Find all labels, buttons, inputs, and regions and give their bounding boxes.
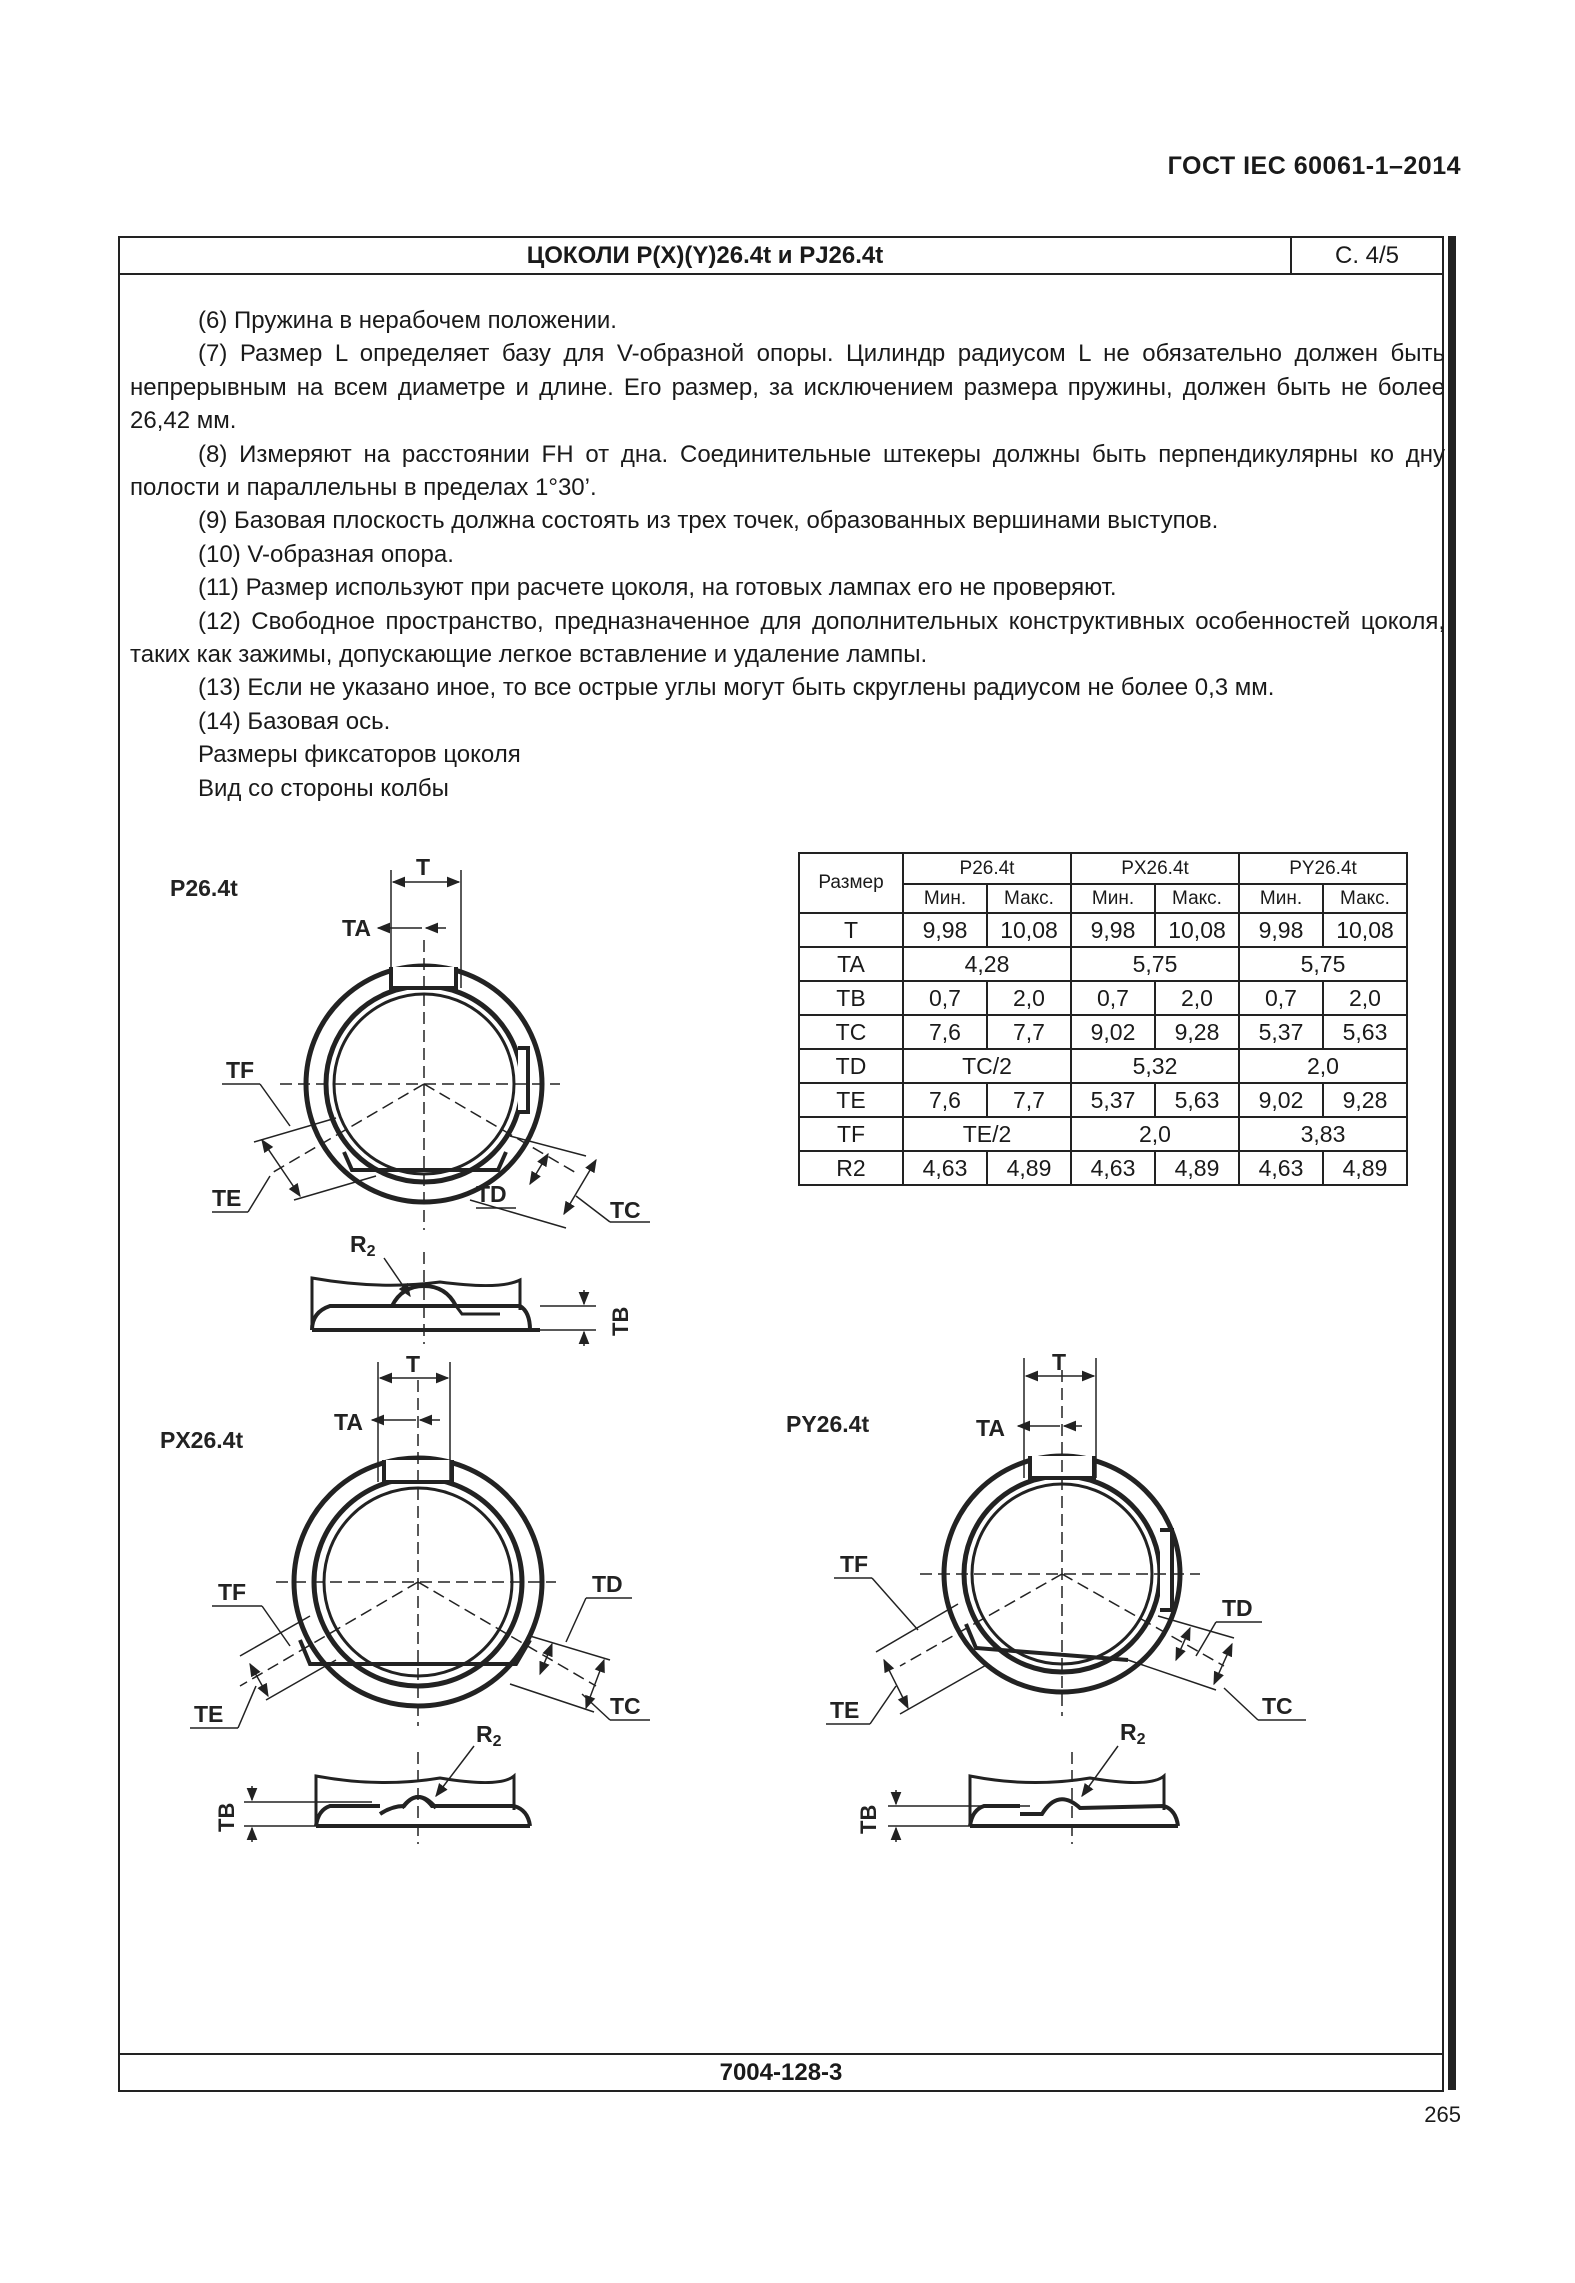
- notes: [130, 304, 1445, 805]
- note-12: (12) Свободное пространство, предназначенное для дополнительных конструктивных особенностей цоколя, таких как зажимы, допускающие легкое вставление и удаление лампы.: [130, 607, 1445, 669]
- table-cell: 4,63: [1239, 1151, 1323, 1185]
- table-row: [799, 1117, 1407, 1151]
- row-label: TC: [799, 1015, 903, 1049]
- dim-label-r2: R2: [476, 1721, 502, 1750]
- table-cell: 4,63: [903, 1151, 987, 1185]
- dim-label-t: T: [416, 854, 431, 880]
- note-13: (13) Если не указано иное, то все острые углы могут быть скруглены радиусом не более 0,3 мм.: [198, 674, 1275, 702]
- table-sub-header: Макс.: [987, 884, 1071, 913]
- table-sub-header: Макс.: [1155, 884, 1239, 913]
- table-corner: Размер: [799, 853, 903, 913]
- dim-label-ta: TA: [334, 1409, 363, 1435]
- table-cell: 3,83: [1239, 1117, 1407, 1151]
- table-group-header: P26.4t: [903, 853, 1071, 884]
- table-cell: 7,6: [903, 1083, 987, 1117]
- dim-label-tf: TF: [218, 1579, 247, 1605]
- table-cell: 7,7: [987, 1015, 1071, 1049]
- note-7: (7) Размер L определяет базу для V-образной опоры. Цилиндр радиусом L не обязательно должен быть непрерывным на всем диаметре и длине. Его размер, за исключением размера пружины, должен быть не более 26,42 мм.: [130, 340, 1445, 435]
- row-label: R2: [799, 1151, 903, 1185]
- table-row: [799, 913, 1407, 947]
- table-sub-header: Мин.: [903, 884, 987, 913]
- table-cell: 2,0: [1155, 981, 1239, 1015]
- table-row: [799, 1049, 1407, 1083]
- sheet-title-row: [120, 238, 1442, 275]
- table-cell: 9,98: [903, 913, 987, 947]
- table-group-header: PX26.4t: [1071, 853, 1239, 884]
- row-label: TA: [799, 947, 903, 981]
- note-6: (6) Пружина в нерабочем положении.: [198, 307, 617, 334]
- table-cell: 5,37: [1071, 1083, 1155, 1117]
- drawing-label-px26: PX26.4t: [160, 1427, 244, 1453]
- table-cell: 5,37: [1239, 1015, 1323, 1049]
- table-row: [799, 947, 1407, 981]
- table-cell: 5,63: [1155, 1083, 1239, 1117]
- dim-label-td: TD: [1222, 1595, 1253, 1621]
- table-row: [799, 1083, 1407, 1117]
- dim-label-te: TE: [212, 1185, 242, 1211]
- table-cell: 4,28: [903, 947, 1071, 981]
- standard-code: ГОСТ IEC 60061-1–2014: [1167, 152, 1461, 180]
- sheet-page: С. 4/5: [1334, 242, 1400, 269]
- dim-label-td: TD: [592, 1571, 623, 1597]
- table-cell: 5,75: [1239, 947, 1407, 981]
- table-sub-header: Мин.: [1071, 884, 1155, 913]
- sheet-code: 7004-128-3: [120, 2053, 1442, 2090]
- sheet-title: ЦОКОЛИ P(X)(Y)26.4t и PJ26.4t: [120, 238, 1292, 273]
- dim-label-tb: TB: [856, 1804, 881, 1834]
- table-group-header: PY26.4t: [1239, 853, 1407, 884]
- note-10: (10) V-образная опора.: [198, 540, 454, 568]
- dim-label-tb: TB: [214, 1802, 239, 1832]
- table-cell: 10,08: [987, 913, 1071, 947]
- frame-right-bar: [1448, 236, 1456, 2090]
- dim-label-t: T: [1052, 1349, 1067, 1375]
- dim-label-tc: TC: [1262, 1693, 1293, 1719]
- table-cell: 10,08: [1323, 913, 1407, 947]
- page-number: 265: [1424, 2102, 1461, 2127]
- note-14: (14) Базовая ось.: [198, 707, 391, 735]
- row-label: TD: [799, 1049, 903, 1083]
- row-label: T: [799, 913, 903, 947]
- table-cell: 9,28: [1155, 1015, 1239, 1049]
- table-cell: 0,7: [903, 981, 987, 1015]
- table-row: [799, 1151, 1407, 1185]
- table-cell: 5,63: [1323, 1015, 1407, 1049]
- table-cell: 2,0: [1323, 981, 1407, 1015]
- note-11: (11) Размер используют при расчете цоколя, на готовых лампах его не проверяют.: [198, 574, 1117, 602]
- table-row: [799, 981, 1407, 1015]
- table-cell: TC/2: [903, 1049, 1071, 1083]
- subheading-view: Вид со стороны колбы: [198, 774, 449, 802]
- table-cell: 9,02: [1239, 1083, 1323, 1117]
- dim-label-tf: TF: [840, 1551, 869, 1577]
- dimensions-table: [798, 852, 1408, 1186]
- dim-label-r2: R2: [1120, 1719, 1146, 1748]
- dim-label-tc: TC: [610, 1693, 641, 1719]
- table-sub-header: Макс.: [1323, 884, 1407, 913]
- table-cell: 9,98: [1071, 913, 1155, 947]
- dim-label-tf: TF: [226, 1057, 255, 1083]
- dim-label-tc: TC: [610, 1197, 641, 1223]
- subheading-retainers: Размеры фиксаторов цоколя: [198, 741, 521, 769]
- dim-label-ta: TA: [976, 1415, 1005, 1441]
- table-cell: TE/2: [903, 1117, 1071, 1151]
- table-cell: 9,02: [1071, 1015, 1155, 1049]
- table-cell: 0,7: [1071, 981, 1155, 1015]
- row-label: TE: [799, 1083, 903, 1117]
- table-cell: 4,63: [1071, 1151, 1155, 1185]
- dim-label-td: TD: [476, 1181, 507, 1207]
- row-label: TB: [799, 981, 903, 1015]
- note-9: (9) Базовая плоскость должна состоять из трех точек, образованных вершинами выступов.: [198, 507, 1219, 535]
- dim-label-te: TE: [830, 1697, 860, 1723]
- drawing-label-p26: P26.4t: [170, 875, 238, 901]
- table-cell: 4,89: [1323, 1151, 1407, 1185]
- table-cell: 2,0: [1239, 1049, 1407, 1083]
- dim-label-ta: TA: [342, 915, 371, 941]
- table-cell: 5,32: [1071, 1049, 1239, 1083]
- table-cell: 2,0: [987, 981, 1071, 1015]
- row-label: TF: [799, 1117, 903, 1151]
- table-cell: 4,89: [1155, 1151, 1239, 1185]
- table-cell: 9,98: [1239, 913, 1323, 947]
- dim-label-te: TE: [194, 1701, 224, 1727]
- table-cell: 7,7: [987, 1083, 1071, 1117]
- note-8: (8) Измеряют на расстоянии FH от дна. Соединительные штекеры должны быть перпендикулярны ко дну полости и параллельны в пределах 1°30’.: [130, 440, 1445, 502]
- table-sub-header: Мин.: [1239, 884, 1323, 913]
- table-cell: 0,7: [1239, 981, 1323, 1015]
- table-cell: 9,28: [1323, 1083, 1407, 1117]
- table-cell: 5,75: [1071, 947, 1239, 981]
- dim-label-tb: TB: [608, 1306, 633, 1336]
- drawing-label-py26: PY26.4t: [786, 1411, 870, 1437]
- dim-label-r2: R2: [350, 1231, 376, 1260]
- table-cell: 10,08: [1155, 913, 1239, 947]
- table-row: [799, 1015, 1407, 1049]
- dim-label-t: T: [406, 1351, 421, 1377]
- table-cell: 4,89: [987, 1151, 1071, 1185]
- table-cell: 2,0: [1071, 1117, 1239, 1151]
- table-cell: 7,6: [903, 1015, 987, 1049]
